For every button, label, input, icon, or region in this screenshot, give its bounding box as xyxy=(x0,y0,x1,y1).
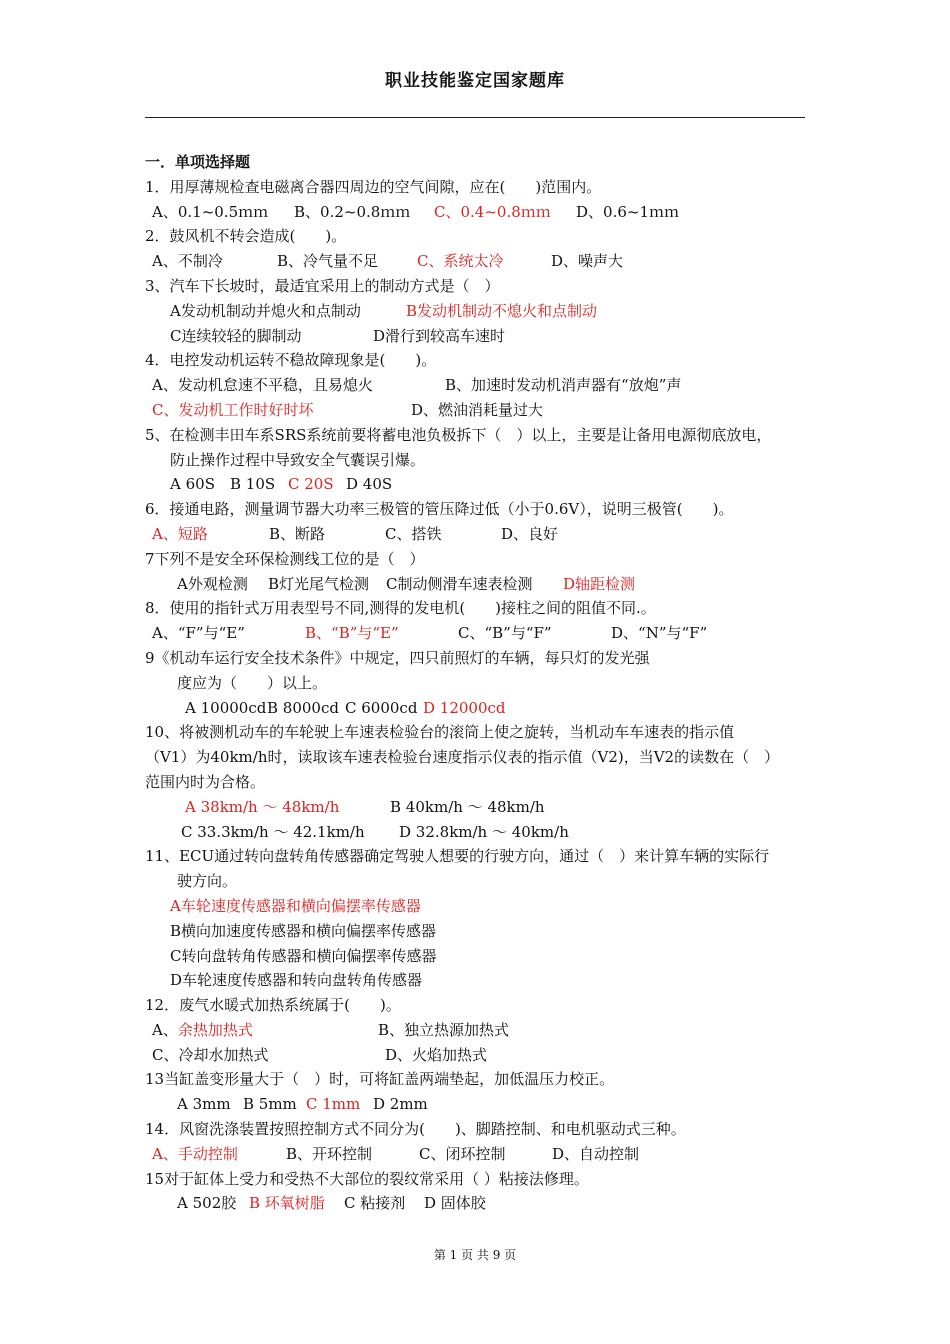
question-14-options xyxy=(145,1142,815,1167)
option-c-answer: C、0.4~0.8ｍｍ xyxy=(434,202,551,221)
option-a xyxy=(152,1018,378,1043)
option-a: A 60S xyxy=(170,475,215,494)
question-13: 13当缸盖变形量大于（ ）时，可将缸盖两端垫起，加低温压力校正。 xyxy=(145,1070,615,1089)
question-1-options xyxy=(145,200,815,225)
question-1: 1．用厚薄规检查电磁离合器四周边的空气间隙，应在( )范围内。 xyxy=(145,177,602,196)
option-a: A 3mm xyxy=(177,1095,231,1114)
option-d: D车轮速度传感器和转向盘转角传感器 xyxy=(170,971,423,990)
option-a-answer: 余热加热式 xyxy=(177,1020,253,1039)
option-b: B、断路 xyxy=(269,524,326,543)
option-b: B 5mm xyxy=(243,1095,297,1114)
option-c: C连续较轻的脚制动 xyxy=(170,326,302,345)
question-5-continued: 防止操作过程中导致安全气囊误引爆。 xyxy=(170,450,426,469)
option-d: D、“N”与“F” xyxy=(611,624,708,643)
question-2-options xyxy=(145,249,815,274)
option-b: B、开环控制 xyxy=(286,1144,373,1163)
question-10: 10、将被测机动车的车轮驶上车速表检验台的滚筒上使之旋转，当机动车车速表的指示值 xyxy=(145,723,735,742)
option-a-answer: A 38km/h ～ 48km/h xyxy=(185,797,340,816)
option-a: A 10000cd xyxy=(185,698,267,717)
question-11: 11、ECU通过转向盘转角传感器确定驾驶人想要的行驶方向，通过（ ）来计算车辆的实际行 xyxy=(145,847,770,866)
option-c-answer: C 1mm xyxy=(306,1095,361,1114)
question-5: 5、在检测丰田车系SRS系统前要将蓄电池负极拆下（ ）以上，主要是让备用电源彻底放电， xyxy=(145,425,772,444)
option-c: C 33.3km/h ～ 42.1km/h xyxy=(181,822,365,841)
question-8-options xyxy=(145,621,815,646)
option-c-answer: C 20S xyxy=(288,475,334,494)
option-b: B横向加速度传感器和横向偏摆率传感器 xyxy=(170,921,437,940)
question-10-options-row2 xyxy=(145,820,815,845)
option-c: C转向盘转角传感器和横向偏摆率传感器 xyxy=(170,946,437,965)
page-number: 第 1 页 共 9 页 xyxy=(433,1248,517,1262)
option-b: B 10S xyxy=(230,475,276,494)
question-7-options xyxy=(145,572,815,597)
option-c: C、搭铁 xyxy=(385,524,442,543)
option-a-answer: A、手动控制 xyxy=(152,1144,238,1163)
option-d: D、噪声大 xyxy=(551,252,624,271)
option-a: A 502胶 xyxy=(177,1194,237,1213)
option-c: C 粘接剂 xyxy=(344,1194,406,1213)
question-11-continued: 驶方向。 xyxy=(177,872,238,891)
option-a-answer: A、短路 xyxy=(152,524,208,543)
option-d: D 2mm xyxy=(373,1095,428,1114)
question-3: 3、汽车下长坡时，最适宜采用上的制动方式是（ ） xyxy=(145,276,500,295)
option-b: B、加速时发动机消声器有“放炮”声 xyxy=(445,376,682,395)
option-c: C 6000cd xyxy=(345,698,418,717)
question-10-continued: （V1）为40km/h时，读取该车速表检验台速度指示仪表的指示值（V2)，当V2的读数在（ ） xyxy=(145,748,780,767)
question-3-options-row2 xyxy=(145,324,815,349)
question-4-options-row2 xyxy=(145,398,815,423)
question-5-options xyxy=(145,472,815,497)
question-9: 9《机动车运行安全技术条件》中规定，四只前照灯的车辆，每只灯的发光强 xyxy=(145,648,650,667)
option-d: D、自动控制 xyxy=(552,1144,640,1163)
option-d: D 固体胶 xyxy=(424,1194,486,1213)
question-6-options xyxy=(145,522,815,547)
option-d: D 40S xyxy=(346,475,393,494)
option-a-prefix: A、 xyxy=(152,1020,178,1039)
option-d: D、良好 xyxy=(501,524,559,543)
option-a: A、“F”与“E” xyxy=(152,624,245,643)
question-12-options-row2 xyxy=(145,1043,815,1068)
option-b-answer: B、“B”与“E” xyxy=(305,624,399,643)
question-10-continued-2: 范围内时为合格。 xyxy=(145,772,266,791)
option-a: A、发动机怠速不平稳，且易熄火 xyxy=(152,376,373,395)
option-b: B灯光尾气检测 xyxy=(268,574,370,593)
question-4-options-row1 xyxy=(145,373,815,398)
option-a: A外观检测 xyxy=(177,574,248,593)
option-c-answer: C、发动机工作时好时坏 xyxy=(152,400,314,419)
question-15: 15对于缸体上受力和受热不大部位的裂纹常采用（ ）粘接法修理。 xyxy=(145,1169,589,1188)
question-15-options xyxy=(145,1191,815,1216)
option-d-answer: D轴距检测 xyxy=(563,574,636,593)
option-d-answer: D 12000cd xyxy=(423,698,506,717)
option-a: A、不制冷 xyxy=(152,252,223,271)
option-b: B、独立热源加热式 xyxy=(378,1020,510,1039)
option-a: A、0.1~0.5ｍｍ xyxy=(152,202,269,221)
question-3-options-row1 xyxy=(145,299,815,324)
question-4: 4．电控发动机运转不稳故障现象是( )。 xyxy=(145,351,437,370)
option-c: C、闭环控制 xyxy=(419,1144,506,1163)
option-d: D、0.6~1ｍｍ xyxy=(576,202,679,221)
question-10-options-row1 xyxy=(145,795,815,820)
question-7: 7下列不是安全环保检测线工位的是（ ） xyxy=(145,549,425,568)
option-b: B 8000cd xyxy=(267,698,339,717)
page-title: 职业技能鉴定国家题库 xyxy=(385,71,565,91)
option-d: D滑行到较高车速时 xyxy=(373,326,506,345)
option-b-answer: B发动机制动不熄火和点制动 xyxy=(406,301,598,320)
option-b: B、冷气量不足 xyxy=(277,252,379,271)
question-2: 2．鼓风机不转会造成( )。 xyxy=(145,227,347,246)
question-8: 8．使用的指针式万用表型号不同,测得的发电机( )接柱之间的阻值不同.。 xyxy=(145,599,656,618)
option-a-answer: A车轮速度传感器和横向偏摆率传感器 xyxy=(170,896,421,915)
option-b: B、0.2~0.8ｍｍ xyxy=(294,202,411,221)
option-b: B 40km/h ～ 48km/h xyxy=(390,797,545,816)
option-c-answer: C、系统太冷 xyxy=(417,252,504,271)
question-6: 6．接通电路，测量调节器大功率三极管的管压降过低（小于0.6V），说明三极管( )。 xyxy=(145,500,734,519)
question-14: 14．风窗洗涤装置按照控制方式不同分为( )、脚踏控制、和电机驱动式三种。 xyxy=(145,1120,686,1139)
option-d: D 32.8km/h ～ 40km/h xyxy=(399,822,569,841)
option-c: C、“B”与“F” xyxy=(458,624,552,643)
question-list xyxy=(145,150,815,1216)
option-d: D、火焰加热式 xyxy=(385,1045,488,1064)
question-9-continued: 度应为（ ）以上。 xyxy=(177,673,328,692)
question-13-options xyxy=(145,1092,815,1117)
option-d: D、燃油消耗量过大 xyxy=(411,400,544,419)
header-divider xyxy=(145,117,805,118)
question-12: 12．废气水暖式加热系统属于( )。 xyxy=(145,996,401,1015)
option-b-answer: B 环氧树脂 xyxy=(249,1194,325,1213)
option-c: C、冷却水加热式 xyxy=(152,1045,269,1064)
question-12-options-row1 xyxy=(145,1018,815,1043)
section-heading: 一．单项选择题 xyxy=(145,153,251,171)
question-9-options xyxy=(145,696,815,721)
option-a: A发动机制动并熄火和点制动 xyxy=(170,301,361,320)
option-c: C制动侧滑车速表检测 xyxy=(386,574,533,593)
